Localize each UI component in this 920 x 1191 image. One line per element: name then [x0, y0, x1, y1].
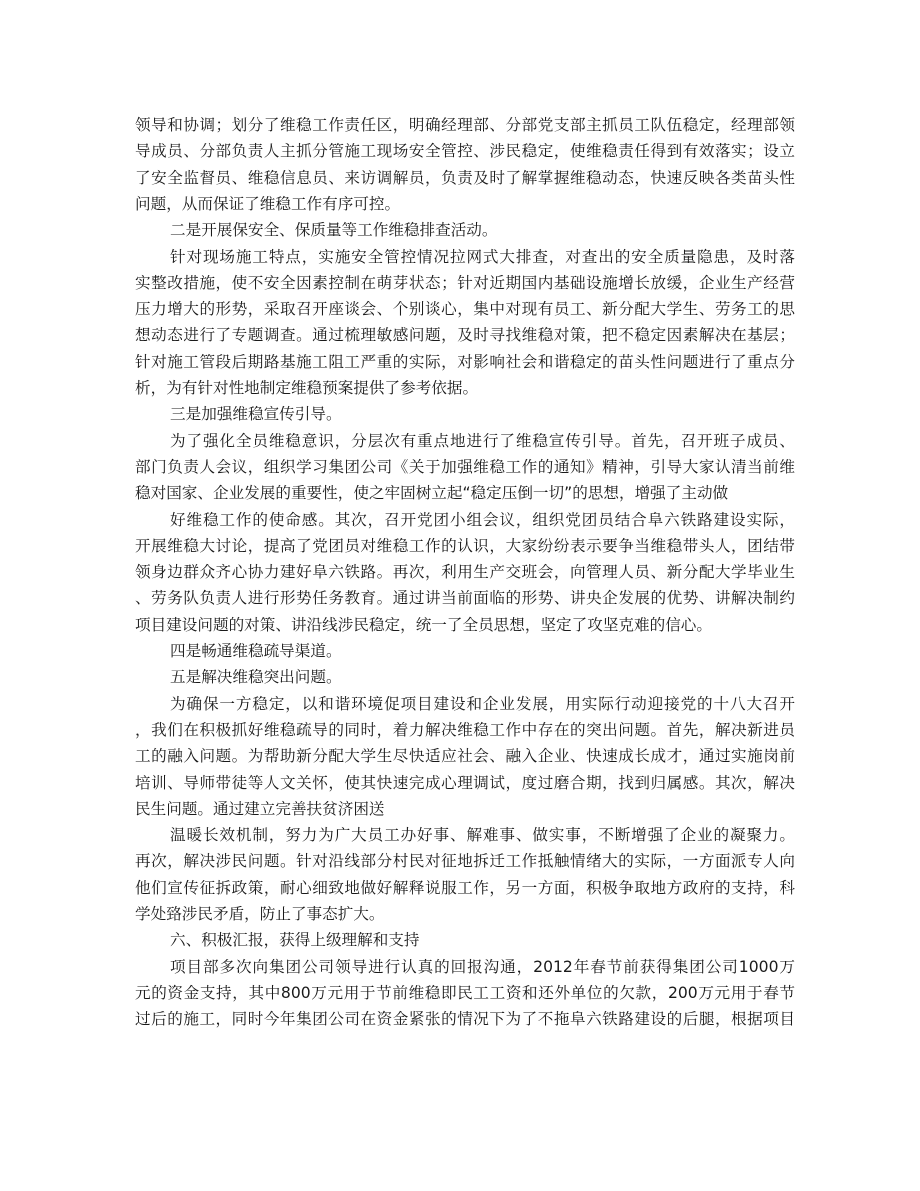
text-line: 工的融入问题。为帮助新分配大学生尽快适应社会、融入企业、快速成长成才，通过实施岗前: [135, 747, 795, 766]
text-line: 领导和协调；划分了维稳工作责任区，明确经理部、分部党支部主抓员工队伍稳定，经理部领: [135, 116, 795, 134]
text-line: 六、积极汇报，获得上级理解和支持: [170, 931, 420, 950]
text-line: 四是畅通维稳疏导渠道。: [170, 642, 342, 660]
text-line: ，我们在积极抓好维稳疏导的同时，着力解决维稳工作中存在的突出问题。首先，解决新进员: [135, 720, 795, 739]
text-line: 为了强化全员维稳意识，分层次有重点地进行了维稳宣传引导。首先，召开班子成员、: [170, 431, 795, 450]
text-line: 了安全监督员、维稳信息员、来访调解员，负责及时了解掌握维稳动态，快速反映各类苗头性: [135, 168, 795, 187]
text-line: 再次，解决涉民问题。针对沿线部分村民对征地拆迁工作抵触情绪大的实际，一方面派专人向: [135, 852, 795, 871]
text-line: 开展维稳大讨论，提高了党团员对维稳工作的认识，大家纷纷表示要争当维稳带头人，团结带: [135, 536, 795, 555]
text-line: 五是解决维稳突出问题。: [170, 668, 342, 687]
text-line: 析，为有针对性地制定维稳预案提供了参考依据。: [135, 379, 479, 397]
text-line: 三是加强维稳宣传引导。: [170, 405, 342, 424]
text-line: 二是开展保安全、保质量等工作维稳排查活动。: [170, 221, 498, 240]
text-line: 过后的施工，同时今年集团公司在资金紧张的情况下为了不拖阜六铁路建设的后腿，根据项目: [135, 1010, 795, 1029]
text-line: 稳对国家、企业发展的重要性，使之牢固树立起“稳定压倒一切”的思想，增强了主动做: [135, 484, 729, 503]
text-line: 他们宣传征拆政策，耐心细致地做好解释说服工作，另一方面，积极争取地方政府的支持，科: [135, 878, 795, 897]
text-line: 问题，从而保证了维稳工作有序可控。: [135, 194, 401, 213]
text-line: 领身边群众齐心协力建好阜六铁路。再次，利用生产交班会，向管理人员、新分配大学毕业生: [135, 563, 795, 582]
text-line: 元的资金支持，其中800万元用于节前维稳即民工工资和还外单位的欠款，200万元用于春节: [135, 983, 795, 1002]
text-line: 温暖长效机制，努力为广大员工办好事、解难事、做实事，不断增强了企业的凝聚力。: [170, 826, 795, 845]
text-line: 项目部多次向集团公司领导进行认真的回报沟通，2012年春节前获得集团公司1000万: [170, 957, 795, 976]
text-line: 针对现场施工特点，实施安全管控情况拉网式大排查，对查出的安全质量隐患，及时落: [170, 247, 795, 266]
text-line: 培训、导师带徒等人文关怀，使其快速完成心理调试，度过磨合期，找到归属感。其次，解决: [135, 773, 795, 792]
text-line: 压力增大的形势，采取召开座谈会、个别谈心，集中对现有员工、新分配大学生、劳务工的思: [135, 300, 795, 319]
text-line: 好维稳工作的使命感。其次，召开党团小组会议，组织党团员结合阜六铁路建设实际，: [170, 510, 795, 529]
text-line: 实整改措施，使不安全因素控制在萌芽状态；针对近期国内基础设施增长放缓，企业生产经营: [135, 273, 795, 292]
text-line: 项目建设问题的对策、讲沿线涉民稳定，统一了全员思想，坚定了攻坚克难的信心。: [135, 615, 712, 634]
text-line: 导成员、分部负责人主抓分管施工现场安全管控、涉民稳定，使维稳责任得到有效落实；设立: [135, 142, 795, 161]
text-line: 学处臵涉民矛盾，防止了事态扩大。: [135, 905, 385, 923]
text-line: 民生问题。通过建立完善扶贫济困送: [135, 799, 385, 818]
text-line: 、劳务队负责人进行形势任务教育。通过讲当前面临的形势、讲央企发展的优势、讲解决制约: [135, 589, 795, 608]
text-line: 想动态进行了专题调查。通过梳理敏感问题，及时寻找维稳对策，把不稳定因素解决在基层；: [135, 326, 795, 345]
text-line: 针对施工管段后期路基施工阻工严重的实际，对影响社会和谐稳定的苗头性问题进行了重点分: [135, 352, 795, 371]
text-line: 部门负责人会议，组织学习集团公司《关于加强维稳工作的通知》精神，引导大家认清当前维: [135, 457, 795, 476]
text-line: 为确保一方稳定，以和谐环境促项目建设和企业发展，用实际行动迎接党的十八大召开: [170, 694, 795, 713]
